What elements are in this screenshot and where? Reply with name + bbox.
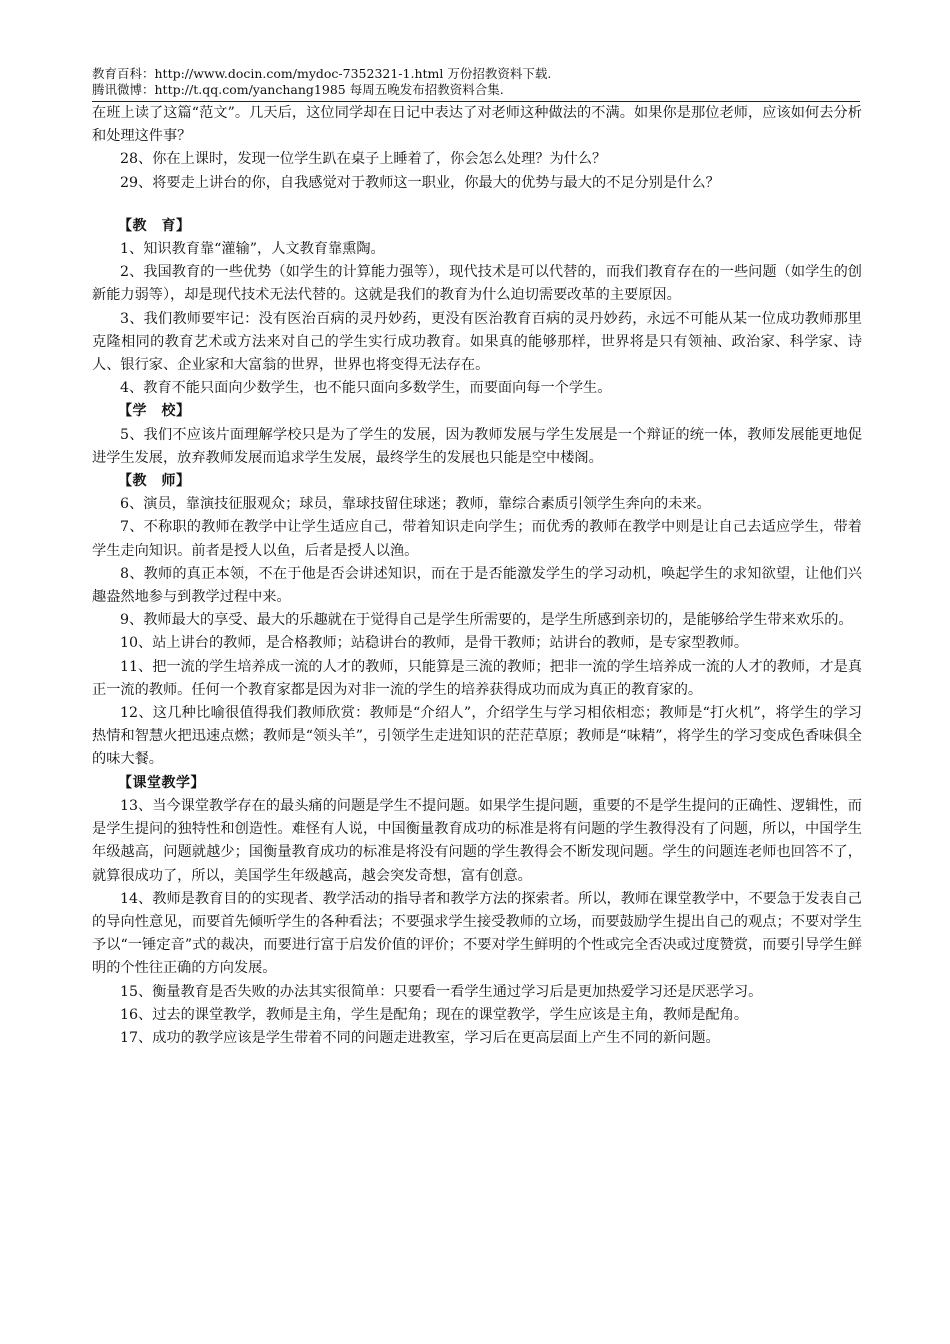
page-header bbox=[92, 66, 872, 98]
header-line-weibo: 腾讯微博：http://t.qq.com/yanchang1985 每周五晚发布招教资料合集. bbox=[92, 82, 504, 97]
list-item: 17、成功的教学应该是学生带着不同的问题走进教室，学习后在更高层面上产生不同的新问题。 bbox=[120, 1029, 720, 1046]
list-item: 9、教师最大的享受、最大的乐趣就在于觉得自己是学生所需要的，是学生所感到亲切的，是能够给学生带来欢乐的。 bbox=[120, 612, 853, 629]
header-line-docin: 教育百科：http://www.docin.com/mydoc-7352321-1.html 万份招教资料下载. bbox=[92, 66, 552, 81]
list-item: 3、我们教师要牢记：没有医治百病的灵丹妙药，更没有医治教育百病的灵丹妙药，永远不可能从某一位成功教师那里克隆相同的教育艺术或方法来对自己的学生实行成功教育。如果真的能够那样，世界将是只有领袖、政治家、科学家、诗人、银行家、企业家和大富翁的世界，世界也将变得无法存在。 bbox=[92, 310, 862, 374]
list-item: 8、教师的真正本领，不在于他是否会讲述知识，而在于是否能激发学生的学习动机，唤起学生的求知欲望，让他们兴趣盎然地参与到教学过程中来。 bbox=[92, 565, 862, 606]
list-item: 7、不称职的教师在教学中让学生适应自己，带着知识走向学生；而优秀的教师在教学中则是让自己去适应学生，带着学生走向知识。前者是授人以鱼，后者是授人以渔。 bbox=[92, 519, 862, 559]
list-item: 1、知识教育靠“灌输”，人文教育靠熏陶。 bbox=[120, 241, 385, 258]
question-28: 28、你在上课时，发现一位学生趴在桌子上睡着了，你会怎么处理？为什么？ bbox=[120, 151, 607, 168]
list-item: 10、站上讲台的教师，是合格教师；站稳讲台的教师，是骨干教师；站讲台的教师，是专家型教师。 bbox=[120, 635, 749, 652]
list-item: 11、把一流的学生培养成一流的人才的教师，只能算是三流的教师；把非一流的学生培养成一流的人才的教师，才是真正一流的教师。任何一个教育家都是因为对非一流的学生的培养获得成功而成为真正的教育家的。 bbox=[92, 658, 862, 698]
section-heading-classroom: 【课堂教学】 bbox=[118, 774, 205, 791]
section-heading-school: 【学 校】 bbox=[118, 403, 191, 420]
list-item: 15、衡量教育是否失败的办法其实很简单：只要看一看学生通过学习后是更加热爱学习还是厌恶学习。 bbox=[120, 983, 763, 1000]
section-heading-education: 【教 育】 bbox=[118, 217, 191, 234]
document-body bbox=[92, 102, 862, 1050]
paragraph-continuation: 在班上读了这篇“范文”。几天后，这位同学却在日记中表达了对老师这种做法的不满。如果你是那位老师，应该如何去分析和处理这件事？ bbox=[92, 105, 862, 145]
list-item: 6、演员，靠演技征服观众；球员，靠球技留住球迷；教师，靠综合素质引领学生奔向的未来。 bbox=[120, 496, 711, 513]
question-29: 29、将要走上讲台的你，自我感觉对于教师这一职业，你最大的优势与最大的不足分别是什么？ bbox=[120, 174, 720, 191]
list-item: 2、我国教育的一些优势（如学生的计算能力强等），现代技术是可以代替的，而我们教育存在的一些问题（如学生的创新能力弱等），却是现代技术无法代替的。这就是我们的教育为什么迫切需要改革的主要原因。 bbox=[92, 264, 862, 304]
list-item: 5、我们不应该片面理解学校只是为了学生的发展，因为教师发展与学生发展是一个辩证的统一体，教师发展能更地促进学生发展，放弃教师发展而追求学生发展，最终学生的发展也只能是空中楼阁。 bbox=[92, 426, 862, 466]
list-item: 12、这几种比喻很值得我们教师欣赏：教师是“介绍人”，介绍学生与学习相依相恋；教师是“打火机”，将学生的学习热情和智慧火把迅速点燃；教师是“领头羊”，引领学生走进知识的茫茫草原；教师是“味精”，将学生的学习变成色香味俱全的味大餐。 bbox=[92, 705, 862, 768]
list-item: 16、过去的课堂教学，教师是主角，学生是配角；现在的课堂教学，学生应该是主角，教师是配角。 bbox=[120, 1006, 749, 1023]
list-item: 13、当今课堂教学存在的最头痛的问题是学生不提问题。如果学生提问题，重要的不是学生提问的正确性、逻辑性，而是学生提问的独特性和创造性。难怪有人说，中国衡量教育成功的标准是将有问题的学生教得没有了问题，所以，中国学生年级越高，问题就越少；国衡量教育成功的标准是将没有问题的学生教得会不断发现问题。学生的问题连老师也回答不了，就算很成功了，所以，美国学生年级越高，越会突发奇想，富有创意。 bbox=[92, 797, 862, 884]
list-item: 4、教育不能只面向少数学生，也不能只面向多数学生，而要面向每一个学生。 bbox=[120, 380, 612, 397]
list-item: 14、教师是教育目的的实现者、教学活动的指导者和教学方法的探索者。所以，教师在课堂教学中，不要急于发表自己的导向性意见，而要首先倾听学生的各种看法；不要强求学生接受教师的立场，而要鼓励学生提出自己的观点；不要对学生予以“一锤定音”式的裁决，而要进行富于启发价值的评价；不要对学生鲜明的个性或完全否决或过度赞赏，而要引导学生鲜明的个性往正确的方向发展。 bbox=[92, 890, 862, 977]
section-heading-teacher: 【教 师】 bbox=[118, 473, 191, 490]
